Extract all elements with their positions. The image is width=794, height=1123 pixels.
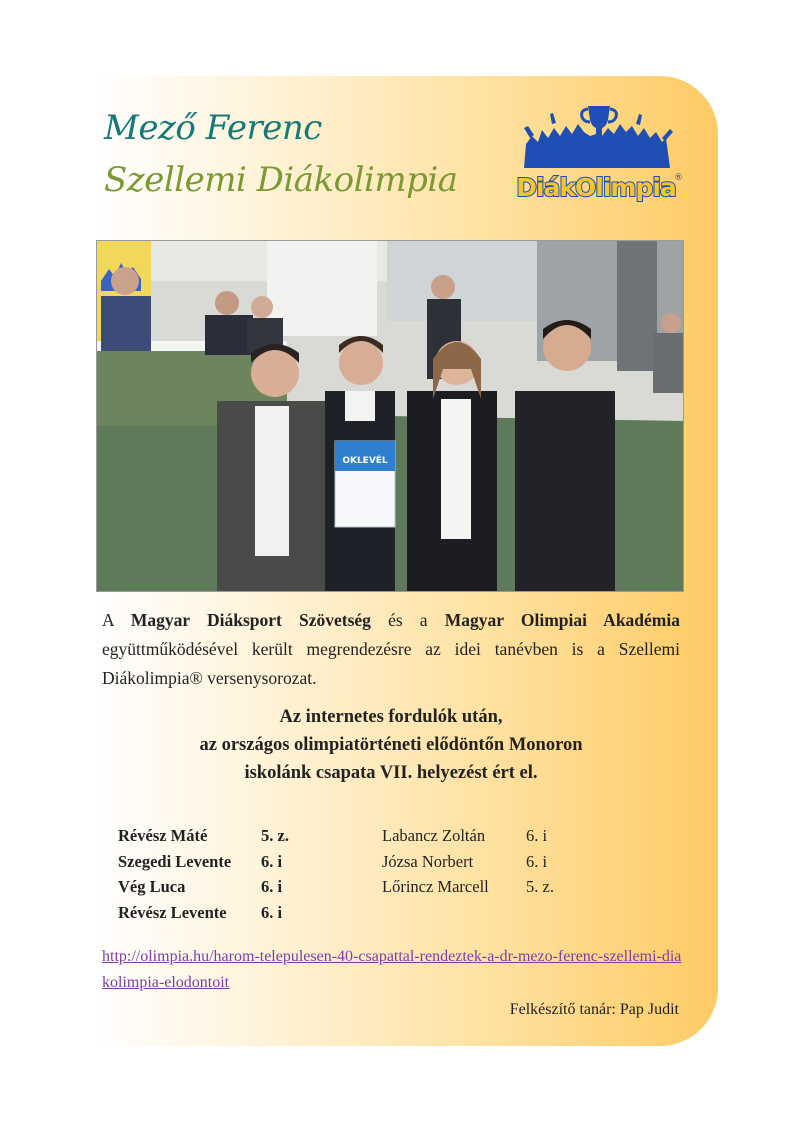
teacher-credit: Felkészítő tanár: Pap Judit	[509, 1001, 679, 1018]
result-statement	[102, 703, 680, 787]
team-member: Révész Máté 5. z.	[118, 826, 289, 845]
team-photo	[96, 240, 684, 592]
trophy-icon	[588, 106, 610, 129]
team-member: Labancz Zoltán 6. i	[382, 826, 548, 845]
svg-text:OKLEVÉL: OKLEVÉL	[342, 456, 388, 466]
title-line-1: Mező Ferenc	[104, 108, 322, 148]
article-link[interactable]: http://olimpia.hu/harom-telepulesen-40-csapattal-rendeztek-a-dr-mezo-ferenc-szellemi-diakolimpia-elodontoit	[102, 948, 682, 991]
diakolimpia-logo	[516, 98, 682, 214]
title-line-2: Szellemi Diákolimpia	[104, 160, 458, 200]
result-line-1: Az internetes fordulók után,	[279, 707, 503, 727]
logo-text: DiákOlimpia	[516, 173, 676, 202]
org-name-1: Magyar Diáksport Szövetség	[130, 610, 371, 630]
team-member: Révész Levente 6. i	[118, 902, 283, 922]
result-line-2: az országos olimpiatörténeti elődöntőn Monoron	[199, 735, 583, 755]
team-member: Vég Luca 6. i	[118, 877, 283, 896]
team-member: Szegedi Levente 6. i	[118, 851, 283, 871]
team-list-right	[382, 826, 554, 903]
team-list-left	[118, 826, 289, 928]
team-member: Józsa Norbert 6. i	[382, 851, 548, 871]
svg-text:®: ®	[674, 173, 683, 183]
result-line-3: iskolánk csapata VII. helyezést ért el.	[244, 763, 538, 783]
intro-paragraph: A Magyar Diáksport Szövetség és a Magyar Olimpiai Akadémia együttműködésével került megrendezésre az idei tanévben is a Szellemi Diákolimpia® versenysorozat.	[102, 610, 680, 688]
org-name-2: Magyar Olimpiai Akadémia	[444, 610, 680, 630]
team-member: Lőrincz Marcell 5. z.	[382, 877, 554, 896]
